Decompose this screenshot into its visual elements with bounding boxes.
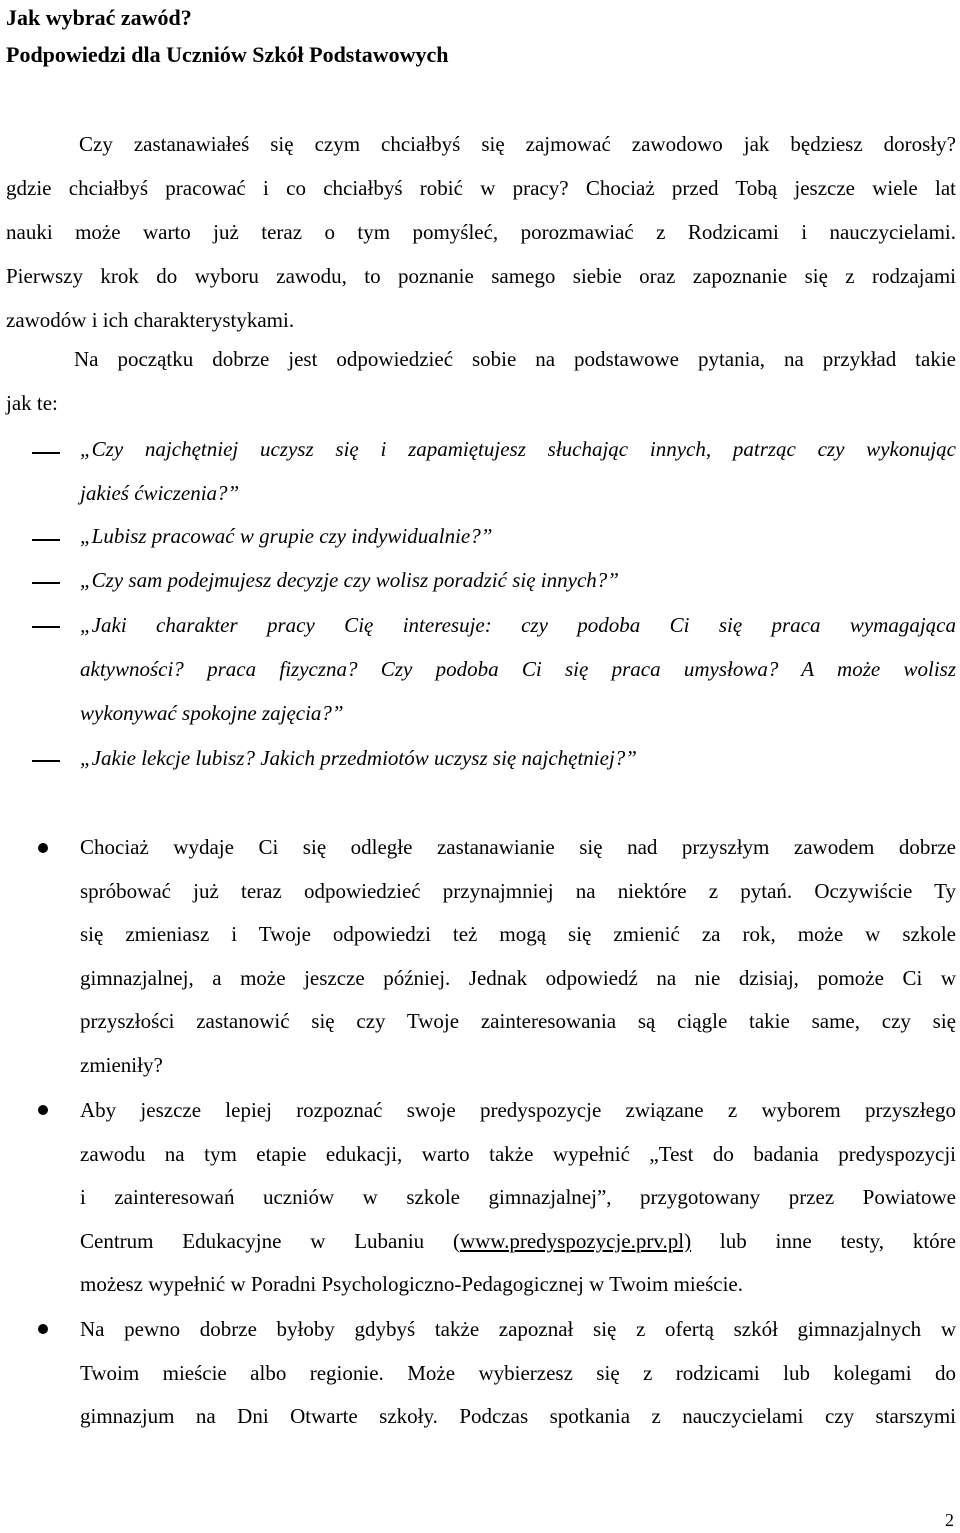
- dash-marker: [32, 452, 60, 454]
- questions-intro-line: Na początku dobrze jest odpowiedzieć sobie na podstawowe pytania, na przykład takie: [74, 347, 956, 371]
- question-line: „Lubisz pracować w grupie czy indywidualnie?”: [80, 524, 493, 548]
- questions-intro-line: jak te:: [6, 391, 58, 415]
- tip-text: Centrum Edukacyjne w Lubaniu (: [80, 1228, 460, 1253]
- tip-line: zmieniły?: [80, 1052, 163, 1077]
- question-line: „Czy sam podejmujesz decyzje czy wolisz poradzić się innych?”: [80, 568, 619, 592]
- tip-line: Aby jeszcze lepiej rozpoznać swoje predyspozycje związane z wyborem przyszłego: [80, 1098, 956, 1122]
- question-item: [80, 736, 956, 780]
- tip-line: spróbować już teraz odpowiedzieć przynajmniej na niektóre z pytań. Oczywiście Ty: [80, 878, 956, 903]
- question-item: [80, 558, 956, 602]
- tip-item: [80, 826, 956, 1088]
- tip-line: [80, 1220, 956, 1264]
- question-line: jakieś ćwiczenia?”: [80, 481, 240, 505]
- intro-line: zawodów i ich charakterystykami.: [6, 308, 295, 332]
- tip-line: przyszłości zastanowić się czy Twoje zainteresowania są ciągle takie same, czy się: [80, 1009, 956, 1034]
- question-line: „Czy najchętniej uczysz się i zapamiętujesz słuchając innych, patrząc czy wykonując: [80, 437, 956, 461]
- intro-paragraph: [6, 122, 956, 342]
- tip-line: Na pewno dobrze byłoby gdybyś także zapoznał się z ofertą szkół gimnazjalnych w: [80, 1317, 956, 1341]
- intro-line: nauki może warto już teraz o tym pomyśleć, porozmawiać z Rodzicami i nauczycielami.: [6, 220, 956, 244]
- tip-line: Chociaż wydaje Ci się odległe zastanawianie się nad przyszłym zawodem dobrze: [80, 835, 956, 859]
- tip-line: gimnazjum na Dni Otwarte szkoły. Podczas spotkania z nauczycielami czy starszymi: [80, 1404, 956, 1429]
- document-subtitle: Podpowiedzi dla Uczniów Szkół Podstawowych: [6, 42, 449, 67]
- predyspozycje-link[interactable]: www.predyspozycje.prv.pl): [459, 1228, 692, 1253]
- intro-line: gdzie chciałbyś pracować i co chciałbyś robić w pracy? Chociaż przed Tobą jeszcze wiele lat: [6, 176, 956, 200]
- page-number: 2: [945, 1510, 954, 1530]
- dash-marker: [32, 626, 60, 628]
- tip-line: gimnazjalnej, a może jeszcze później. Jednak odpowiedź na nie dzisiaj, pomoże Ci w: [80, 965, 956, 990]
- dash-marker: [32, 760, 60, 762]
- question-line: „Jakie lekcje lubisz? Jakich przedmiotów uczysz się najchętniej?”: [80, 746, 637, 770]
- document-title: Jak wybrać zawód?: [6, 5, 192, 30]
- tip-line: i zainteresowań uczniów w szkole gimnazjalnej”, przygotowany przez Powiatowe: [80, 1185, 956, 1210]
- tip-line: zawodu na tym etapie edukacji, warto także wypełnić „Test do badania predyspozycji: [80, 1141, 956, 1166]
- tip-line: Twoim mieście albo regionie. Może wybierzesz się z rodzicami lub kolegami do: [80, 1360, 956, 1385]
- dash-marker: [32, 539, 60, 541]
- intro-line: Czy zastanawiałeś się czym chciałbyś się zajmować zawodowo jak będziesz dorosły?: [79, 132, 956, 156]
- intro-line: Pierwszy krok do wyboru zawodu, to poznanie samego siebie oraz zapoznanie się z rodzajami: [6, 264, 956, 288]
- question-line: wykonywać spokojne zajęcia?”: [80, 701, 344, 725]
- tip-item: [80, 1308, 956, 1439]
- question-item: [80, 514, 956, 558]
- tip-item: [80, 1089, 956, 1307]
- questions-intro-paragraph: [6, 337, 956, 425]
- question-line: aktywności? praca fizyczna? Czy podoba Ci się praca umysłowa? A może wolisz: [80, 657, 956, 681]
- question-item: [80, 427, 956, 515]
- question-item: [80, 603, 956, 735]
- bullet-dot-icon: [38, 1105, 48, 1115]
- tip-line: możesz wypełnić w Poradni Psychologiczno-Pedagogicznej w Twoim mieście.: [80, 1272, 743, 1297]
- tip-text: lub inne testy, które: [691, 1228, 956, 1253]
- dash-marker: [32, 582, 60, 584]
- bullet-dot-icon: [38, 1324, 48, 1334]
- question-line: „Jaki charakter pracy Cię interesuje: czy podoba Ci się praca wymagająca: [80, 613, 956, 637]
- tip-line: się zmieniasz i Twoje odpowiedzi też mogą się zmienić za rok, może w szkole: [80, 922, 956, 947]
- bullet-dot-icon: [38, 843, 48, 853]
